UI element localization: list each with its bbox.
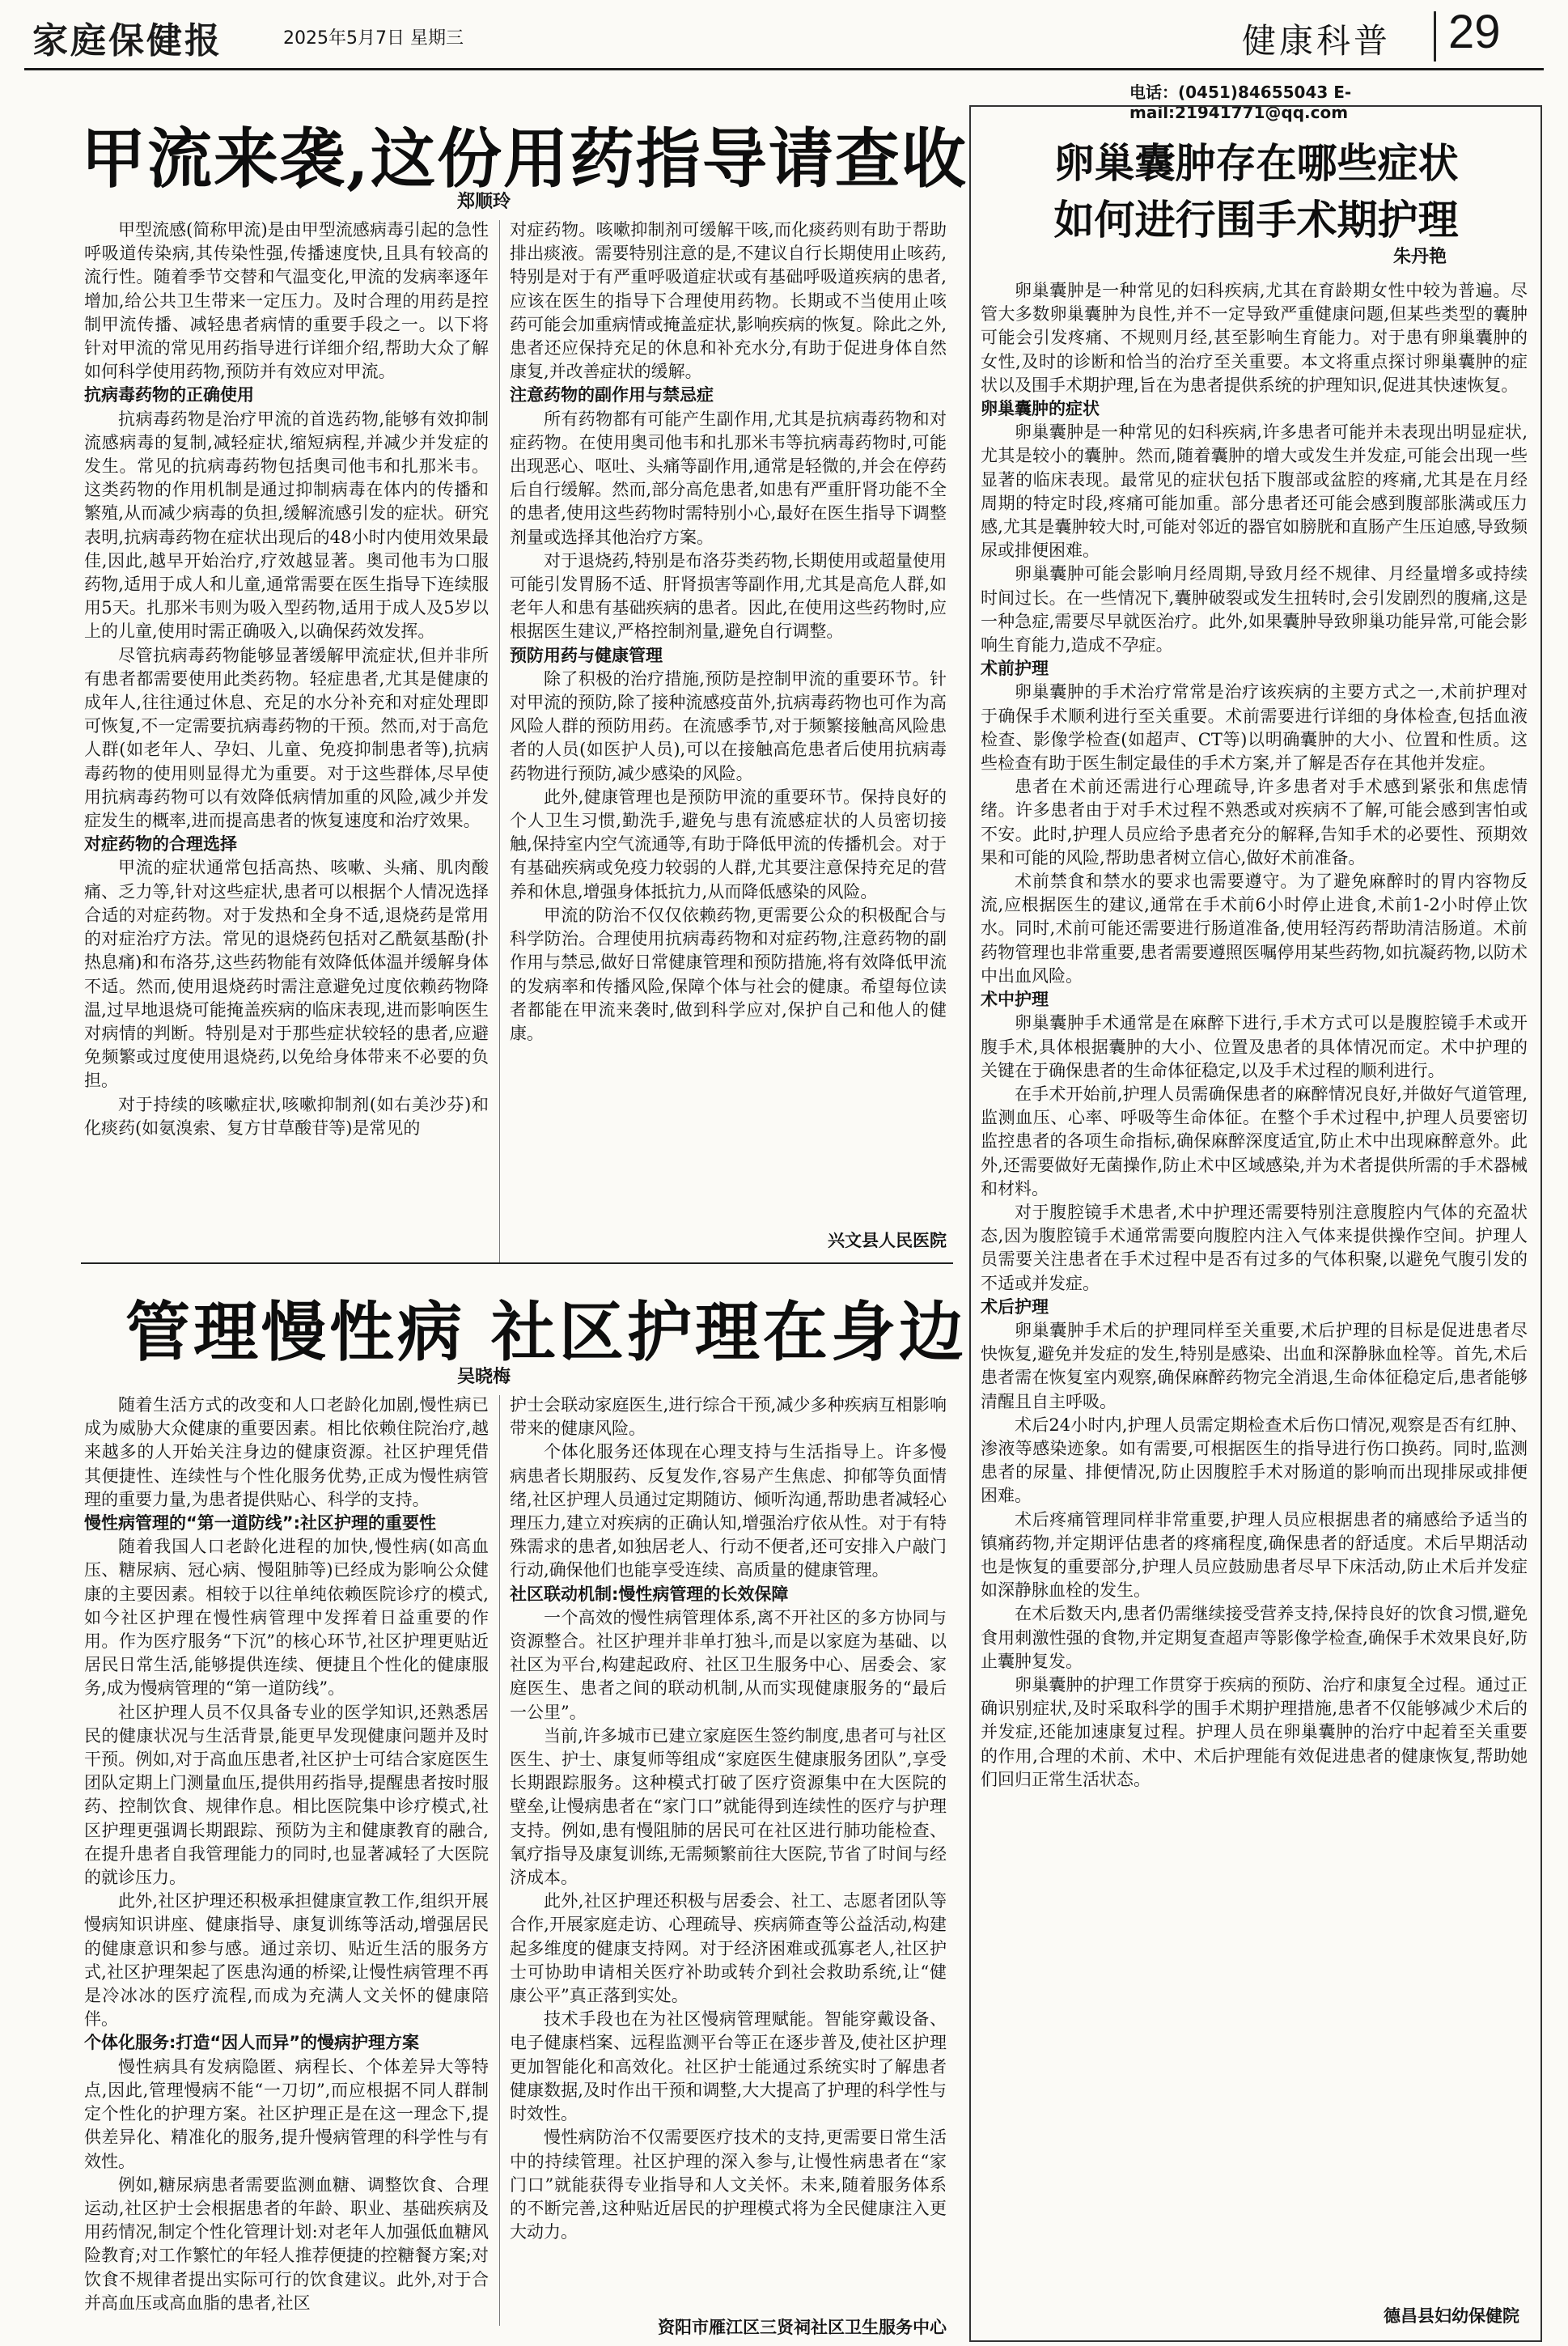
paragraph: 卵巢囊肿是一种常见的妇科疾病,尤其在育龄期女性中较为普遍。尽管大多数卵巢囊肿为良性,并不一定导致严重健康问题,但某些类型的囊肿可能会引发疼痛、不规则月经,甚至影响生育能力。对于患有卵巢囊肿的女性,及时的诊断和恰当的治疗至关重要。本文将重点探讨卵巢囊肿的症状以及围手术期护理,旨在为患者提供系统的护理知识,促进其快速恢复。 [981, 281, 1528, 395]
article1-column-1 [84, 218, 489, 1271]
paragraph: 对于腹腔镜手术患者,术中护理还需要特别注意腹腔内气体的充盈状态,因为腹腔镜手术通常需要向腹腔内注入气体来提供操作空间。护理人员需要关注患者在手术过程中是否有过多的气体积聚,以避免气腹引发的不适或并发症。 [981, 1202, 1528, 1293]
article2-column-2 [510, 1394, 947, 2308]
article2-column-1 [84, 1394, 489, 2332]
paragraph: 在手术开始前,护理人员需确保患者的麻醉情况良好,并做好气道管理,监测血压、心率、呼吸等生命体征。在整个手术过程中,护理人员要密切监控患者的各项生命指标,确保麻醉深度适宜,防止术中出现麻醉意外。此外,还需要做好无菌操作,防止术中区域感染,并为术者提供所需的手术器械和材料。 [981, 1084, 1528, 1198]
paragraph: 甲流的症状通常包括高热、咳嗽、头痛、肌肉酸痛、乏力等,针对这些症状,患者可以根据个人情况选择合适的对症药物。对于发热和全身不适,退烧药是常用的对症治疗方法。常见的退烧药包括对乙酰氨基酚(扑热息痛)和布洛芬,这些药物能有效降低体温并缓解身体不适。然而,使用退烧药时需注意避免过度依赖药物降温,过早地退烧可能掩盖疾病的临床表现,进而影响医生对病情的判断。特别是对于那些症状较轻的患者,应避免频繁或过度使用退烧药,以免给身体带来不必要的负担。 [84, 858, 489, 1091]
subheading: 术前护理 [981, 659, 1049, 679]
paragraph: 此外,健康管理也是预防甲流的重要环节。保持良好的个人卫生习惯,勤洗手,避免与患有流感症状的人员密切接触,保持室内空气流通等,有助于降低甲流的传播机会。对于有基础疾病或免疫力较弱的人群,尤其要注意保持充足的营养和休息,增强身体抵抗力,从而降低感染的风险。 [510, 787, 947, 901]
issue-date: 2025年5月7日 星期三 [283, 28, 464, 49]
masthead-rule [24, 68, 1544, 70]
article3-title-line2: 如何进行围手术期护理 [1053, 196, 1459, 244]
paragraph: 此外,社区护理还积极与居委会、社工、志愿者团队等合作,开展家庭走访、心理疏导、疾病筛查等公益活动,构建起多维度的健康支持网。对于经济困难或孤寡老人,社区护士可协助申请相关医疗补助或转介到社会救助系统,让“健康公平”真正落到实处。 [510, 1891, 947, 2006]
paragraph: 当前,许多城市已建立家庭医生签约制度,患者可与社区医生、护士、康复师等组成“家庭医生健康服务团队”,享受长期跟踪服务。这种模式打破了医疗资源集中在大医院的壁垒,让慢病患者在“家门口”就能得到连续性的医疗与护理支持。例如,患有慢阻肺的居民可在社区进行肺功能检查、氧疗指导及康复训练,无需频繁前往大医院,节省了时间与经济成本。 [510, 1725, 947, 1888]
article3-source: 德昌县妇幼保健院 [1384, 2306, 1519, 2326]
section-name: 健康科普 [1242, 21, 1392, 61]
subheading: 慢性病管理的“第一道防线”:社区护理的重要性 [84, 1513, 436, 1534]
column-divider [499, 1395, 500, 2326]
article3-author: 朱丹艳 [1393, 247, 1447, 267]
masthead-name: 家庭保健报 [32, 20, 222, 62]
contact-info: 电话：(0451)84655043 E-mail:21941771@qq.com [1129, 83, 1352, 122]
paragraph: 例如,糖尿病患者需要监测血糖、调整饮食、合理运动,社区护士会根据患者的年龄、职业、基础疾病及用药情况,制定个性化管理计划:对老年人加强低血糖风险教育;对工作繁忙的年轻人推荐便捷的控糖餐方案;对饮食不规律者提出实际可行的饮食建议。此外,对于合并高血压或高血脂的患者,社区 [84, 2174, 489, 2313]
article2-author: 吴晓梅 [457, 1367, 511, 1387]
paragraph: 此外,社区护理还积极承担健康宣教工作,组织开展慢病知识讲座、健康指导、康复训练等活动,增强居民的健康意识和参与感。通过亲切、贴近生活的服务方式,社区护理架起了医患沟通的桥梁,让慢性病管理不再是冷冰冰的医疗流程,而成为充满人文关怀的健康陪伴。 [84, 1891, 489, 2030]
article1-column-2 [510, 218, 947, 1222]
article1-title: 甲流来袭,这份用药指导请查收 [81, 121, 968, 197]
paragraph: 对于退烧药,特别是布洛芬类药物,长期使用或超量使用可能引发胃肠不适、肝肾损害等副作用,尤其是高危人群,如老年人和患有基础疾病的患者。因此,在使用这些药物时,应根据医生建议,严格控制剂量,避免自行调整。 [510, 550, 947, 642]
paragraph: 慢性病具有发病隐匿、病程长、个体差异大等特点,因此,管理慢病不能“一刀切”,而应根据不同人群制定个性化的护理方案。社区护理正是在这一理念下,提供差异化、精准化的服务,提升慢病管理的科学性与有效性。 [84, 2056, 489, 2171]
article2-source: 资阳市雁江区三贤祠社区卫生服务中心 [658, 2318, 947, 2337]
paragraph: 术后疼痛管理同样非常重要,护理人员应根据患者的痛感给予适当的镇痛药物,并定期评估患者的疼痛程度,确保患者的舒适度。术后早期活动也是恢复的重要部分,护理人员应鼓励患者尽早下床活动,防止术后并发症如深静脉血栓的发生。 [981, 1509, 1528, 1601]
paragraph: 抗病毒药物是治疗甲流的首选药物,能够有效抑制流感病毒的复制,减轻症状,缩短病程,并减少并发症的发生。常见的抗病毒药物包括奥司他韦和扎那米韦。这类药物的作用机制是通过抑制病毒在体内的传播和繁殖,从而减少病毒的负担,缓解流感引发的症状。研究表明,抗病毒药物在症状出现后的48小时内使用效果最佳,因此,越早开始治疗,疗效越显著。奥司他韦为口服药物,适用于成人和儿童,通常需要在医生指导下连续服用5天。扎那米韦则为吸入型药物,适用于成人及5岁以上的儿童,使用时需正确吸入,以确保药效发挥。 [84, 409, 489, 642]
article3-body [981, 279, 1528, 2294]
subheading: 对症药物的合理选择 [84, 834, 237, 855]
paragraph: 对于持续的咳嗽症状,咳嗽抑制剂(如右美沙芬)和化痰药(如氨溴索、复方甘草酸苷等)是常见的 [84, 1094, 489, 1138]
subheading: 社区联动机制:慢性病管理的长效保障 [510, 1584, 789, 1604]
article-separator [81, 1262, 953, 1264]
paragraph: 随着生活方式的改变和人口老龄化加剧,慢性病已成为威胁大众健康的重要因素。相比依赖住院治疗,越来越多的人开始关注身边的健康资源。社区护理凭借其便捷性、连续性与个性化服务优势,正成为慢性病管理的重要力量,为患者提供贴心、科学的支持。 [84, 1395, 489, 1509]
paragraph: 护士会联动家庭医生,进行综合干预,减少多种疾病互相影响带来的健康风险。 [510, 1395, 947, 1439]
paragraph: 术后24小时内,护理人员需定期检查术后伤口情况,观察是否有红肿、渗液等感染迹象。如有需要,可根据医生的指导进行伤口换药。同时,监测患者的尿量、排便情况,防止因腹腔手术对肠道的影响而出现排尿或排便困难。 [981, 1415, 1528, 1506]
paragraph: 卵巢囊肿手术通常是在麻醉下进行,手术方式可以是腹腔镜手术或开腹手术,具体根据囊肿的大小、位置及患者的具体情况而定。术中护理的关键在于确保患者的生命体征稳定,以及手术过程的顺利进行。 [981, 1013, 1528, 1080]
paragraph: 除了积极的治疗措施,预防是控制甲流的重要环节。针对甲流的预防,除了接种流感疫苗外,抗病毒药物也可作为高风险人群的预防用药。在流感季节,对于频繁接触高风险患者的人员(如医护人员),可以在接触高危患者后使用抗病毒药物进行预防,减少感染的风险。 [510, 668, 947, 783]
paragraph: 所有药物都有可能产生副作用,尤其是抗病毒药物和对症药物。在使用奥司他韦和扎那米韦等抗病毒药物时,可能出现恶心、呕吐、头痛等副作用,通常是轻微的,并会在停药后自行缓解。然而,部分高危患者,如患有严重肝肾功能不全的患者,使用这些药物时需特别小心,最好在医生指导下调整剂量或选择其他治疗方案。 [510, 409, 947, 547]
paragraph: 卵巢囊肿手术后的护理同样至关重要,术后护理的目标是促进患者尽快恢复,避免并发症的发生,特别是感染、出血和深静脉血栓等。首先,术后患者需在恢复室内观察,确保麻醉药物完全消退,生命体征稳定后,患者能够清醒且自主呼吸。 [981, 1320, 1528, 1411]
paragraph: 卵巢囊肿的手术治疗常常是治疗该疾病的主要方式之一,术前护理对于确保手术顺利进行至关重要。术前需要进行详细的身体检查,包括血液检查、影像学检查(如超声、CT等)以明确囊肿的大小、位置和性质。这些检查有助于医生制定最佳的手术方案,并了解是否存在其他并发症。 [981, 682, 1528, 774]
paragraph: 个体化服务还体现在心理支持与生活指导上。许多慢病患者长期服药、反复发作,容易产生焦虑、抑郁等负面情绪,社区护理人员通过定期随访、倾听沟通,帮助患者减轻心理压力,建立对疾病的正确认知,增强治疗依从性。对于有特殊需求的患者,如独居老人、行动不便者,还可安排入户敲门行动,确保他们也能享受连续、高质量的健康管理。 [510, 1442, 947, 1580]
subheading: 抗病毒药物的正确使用 [84, 385, 254, 405]
paragraph: 在术后数天内,患者仍需继续接受营养支持,保持良好的饮食习惯,避免食用刺激性强的食物,并定期复查超声等影像学检查,确保手术效果良好,防止囊肿复发。 [981, 1604, 1528, 1671]
subheading: 卵巢囊肿的症状 [981, 399, 1100, 419]
paragraph: 卵巢囊肿是一种常见的妇科疾病,许多患者可能并未表现出明显症状,尤其是较小的囊肿。然而,随着囊肿的增大或发生并发症,可能会出现一些显著的临床表现。最常见的症状包括下腹部或盆腔的疼痛,尤其是在月经周期的特定时段,疼痛可能加重。部分患者还可能会感到腹部胀满或压力感,尤其是囊肿较大时,可能对邻近的器官如膀胱和直肠产生压迫感,导致频尿或排便困难。 [981, 422, 1528, 561]
article3-title-line1: 卵巢囊肿存在哪些症状 [1053, 139, 1459, 187]
paragraph: 技术手段也在为社区慢病管理赋能。智能穿戴设备、电子健康档案、远程监测平台等正在逐步普及,使社区护理更加智能化和高效化。社区护士能通过系统实时了解患者健康数据,及时作出干预和调整,大大提高了护理的科学性与时效性。 [510, 2009, 947, 2124]
paragraph: 术前禁食和禁水的要求也需要遵守。为了避免麻醉时的胃内容物反流,应根据医生的建议,通常在手术前6小时停止进食,术前1-2小时停止饮水。同时,术前可能还需要进行肠道准备,使用轻泻药帮助清洁肠道。术前药物管理也非常重要,患者需要遵照医嘱停用某些药物,如抗凝药物,以防术中出血风险。 [981, 872, 1528, 986]
paragraph: 社区护理人员不仅具备专业的医学知识,还熟悉居民的健康状况与生活背景,能更早发现健康问题并及时干预。例如,对于高血压患者,社区护士可结合家庭医生团队定期上门测量血压,提供用药指导,提醒患者按时服药、控制饮食、规律作息。相比医院集中诊疗模式,社区护理更强调长期跟踪、预防为主和健康教育的融合,在提升患者自我管理能力的同时,也显著减轻了大医院的就诊压力。 [84, 1702, 489, 1888]
paragraph: 患者在术前还需进行心理疏导,许多患者对手术感到紧张和焦虑情绪。许多患者由于对手术过程不熟悉或对疾病不了解,可能会感到害怕或不安。此时,护理人员应给予患者充分的解释,告知手术的必要性、预期效果和可能的风险,帮助患者树立信心,做好术前准备。 [981, 777, 1528, 868]
article2-title: 管理慢性病 社区护理在身边 [125, 1294, 967, 1370]
paragraph: 卵巢囊肿可能会影响月经周期,导致月经不规律、月经量增多或持续时间过长。在一些情况下,囊肿破裂或发生扭转时,会引发剧烈的腹痛,这是一种急症,需要尽早就医治疗。此外,如果囊肿导致卵巢功能异常,可能会影响生育能力,造成不孕症。 [981, 564, 1528, 655]
paragraph: 甲流的防治不仅仅依赖药物,更需要公众的积极配合与科学防治。合理使用抗病毒药物和对症药物,注意药物的副作用与禁忌,做好日常健康管理和预防措施,将有效降低甲流的发病率和传播风险,保障个体与社会的健康。希望每位读者都能在甲流来袭时,做到科学应对,保护自己和他人的健康。 [510, 905, 947, 1043]
paragraph: 一个高效的慢性病管理体系,离不开社区的多方协同与资源整合。社区护理并非单打独斗,而是以家庭为基础、以社区为平台,构建起政府、社区卫生服务中心、居委会、家庭医生、患者之间的联动机制,从而实现健康服务的“最后一公里”。 [510, 1607, 947, 1722]
paragraph: 对症药物。咳嗽抑制剂可缓解干咳,而化痰药则有助于帮助排出痰液。需要特别注意的是,不建议自行长期使用止咳药,特别是对于有严重呼吸道症状或有基础呼吸道疾病的患者,应该在医生的指导下合理使用药物。长期或不当使用止咳药可能会加重病情或掩盖症状,影响疾病的恢复。除此之外,患者还应保持充足的休息和补充水分,有助于促进身体自然康复,并改善症状的缓解。 [510, 220, 947, 382]
paragraph: 卵巢囊肿的护理工作贯穿于疾病的预防、治疗和康复全过程。通过正确识别症状,及时采取科学的围手术期护理措施,患者不仅能够减少术后的并发症,还能加速康复过程。护理人员在卵巢囊肿的治疗中起着至关重要的作用,合理的术前、术中、术后护理能有效促进患者的健康恢复,帮助她们回归正常生活状态。 [981, 1674, 1528, 1789]
column-divider [499, 220, 500, 1264]
page-number: 29 [1448, 6, 1501, 58]
page-number-divider [1434, 11, 1436, 62]
subheading: 术后护理 [981, 1296, 1049, 1317]
subheading: 术中护理 [981, 990, 1049, 1010]
subheading: 预防用药与健康管理 [510, 645, 663, 665]
paragraph: 慢性病防治不仅需要医疗技术的支持,更需要日常生活中的持续管理。社区护理的深入参与,让慢性病患者在“家门口”就能获得专业指导和人文关怀。未来,随着服务体系的不断完善,这种贴近居民的护理模式将为全民健康注入更大动力。 [510, 2128, 947, 2242]
paragraph: 随着我国人口老龄化进程的加快,慢性病(如高血压、糖尿病、冠心病、慢阻肺等)已经成为影响公众健康的主要因素。相较于以往单纯依赖医院诊疗的模式,如今社区护理在慢性病管理中发挥着日益重要的作用。作为医疗服务“下沉”的核心环节,社区护理更贴近居民日常生活,能够提供连续、便捷且个性化的健康服务,成为慢病管理的“第一道防线”。 [84, 1537, 489, 1699]
paragraph: 甲型流感(简称甲流)是由甲型流感病毒引起的急性呼吸道传染病,其传染性强,传播速度快,且具有较高的流行性。随着季节交替和气温变化,甲流的发病率逐年增加,给公共卫生带来一定压力。及时合理的用药是控制甲流传播、减轻患者病情的重要手段之一。以下将针对甲流的常见用药指导进行详细介绍,帮助大众了解如何科学使用药物,预防并有效应对甲流。 [84, 220, 489, 382]
subheading: 注意药物的副作用与禁忌症 [510, 385, 714, 405]
subheading: 个体化服务:打造“因人而异”的慢病护理方案 [84, 2033, 419, 2053]
article1-source: 兴文县人民医院 [828, 1231, 947, 1250]
article1-author: 郑顺玲 [457, 192, 511, 212]
paragraph: 尽管抗病毒药物能够显著缓解甲流症状,但并非所有患者都需要使用此类药物。轻症患者,尤其是健康的成年人,往往通过休息、充足的水分补充和对症处理即可恢复,不一定需要抗病毒药物的干预。然而,对于高危人群(如老年人、孕妇、儿童、免疫抑制患者等),抗病毒药物的使用则显得尤为重要。对于这些群体,尽早使用抗病毒药物可以有效降低病情加重的风险,减少并发症发生的概率,进而提高患者的恢复速度和治疗效果。 [84, 645, 489, 831]
